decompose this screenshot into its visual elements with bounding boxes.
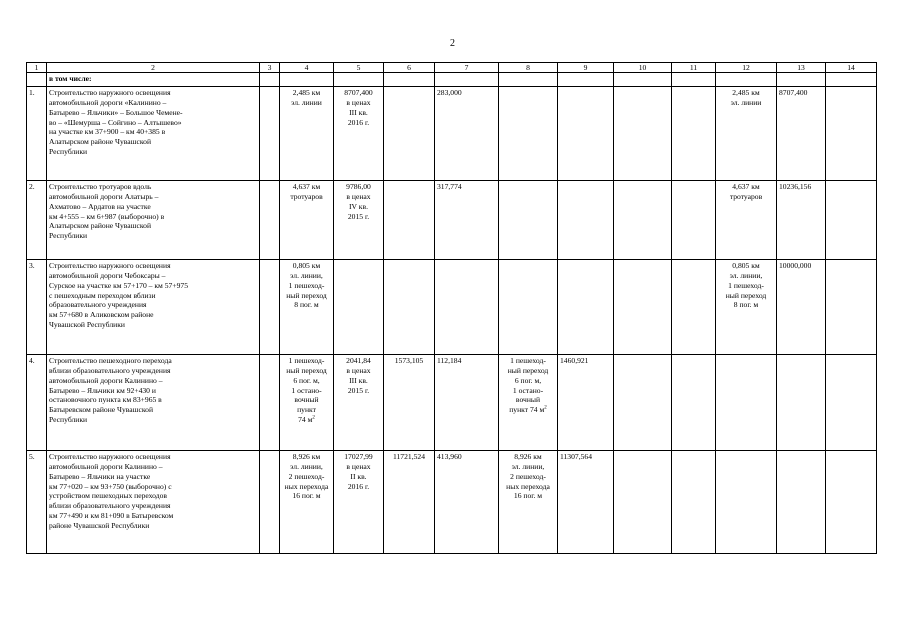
section-row xyxy=(27,73,877,87)
investment-table xyxy=(26,62,877,554)
table-cell xyxy=(260,87,280,181)
table-cell xyxy=(614,451,672,554)
capacity-cell xyxy=(716,451,777,554)
area-superscript: 2 xyxy=(544,405,547,411)
capacity-cell: 8,926 км эл. линии, 2 пешеход- ных перехода 16 пог. м xyxy=(499,451,558,554)
table-cell: 1573,105 xyxy=(384,355,435,451)
section-label: в том числе: xyxy=(47,73,260,87)
table-row xyxy=(27,87,877,181)
area-value: 74 м xyxy=(298,415,313,425)
table-cell xyxy=(826,260,877,355)
capacity-cell xyxy=(499,355,558,451)
table-cell xyxy=(435,260,499,355)
table-cell xyxy=(777,451,826,554)
cost-cell: 2041,84 в ценах III кв. 2015 г. xyxy=(334,355,384,451)
table-cell xyxy=(826,355,877,451)
table-cell xyxy=(614,260,672,355)
area-superscript: 2 xyxy=(312,415,315,421)
column-header: 9 xyxy=(558,63,614,73)
table-cell: 11307,564 xyxy=(558,451,614,554)
capacity-text: 1 пешеход- ный переход 6 пог. м, 1 остано- вочный пункт xyxy=(286,356,327,415)
table-cell: 10000,000 xyxy=(777,260,826,355)
table-row xyxy=(27,355,877,451)
page-number: 2 xyxy=(450,38,455,49)
capacity-cell: 2,485 км эл. линии xyxy=(280,87,334,181)
row-number: 2. xyxy=(27,181,47,260)
table-cell xyxy=(499,87,558,181)
table-row xyxy=(27,451,877,554)
object-name: Строительство пешеходного перехода вблизи образовательного учреждения автомобильной дороги Калинино – Батырево – Яльчики км 92+430 и остановочного пункта км 83+965 в Батыревском районе Чувашской Республики xyxy=(47,355,260,451)
table-cell xyxy=(260,73,280,87)
column-header: 10 xyxy=(614,63,672,73)
table-cell xyxy=(435,73,499,87)
table-cell xyxy=(672,181,716,260)
table-cell xyxy=(384,181,435,260)
table-cell: 10236,156 xyxy=(777,181,826,260)
column-header: 13 xyxy=(777,63,826,73)
table-cell xyxy=(260,451,280,554)
table-cell: 8707,400 xyxy=(777,87,826,181)
table-cell xyxy=(384,260,435,355)
table-row xyxy=(27,181,877,260)
table-row xyxy=(27,260,877,355)
table-cell xyxy=(826,181,877,260)
table-cell xyxy=(384,87,435,181)
object-name: Строительство наружного освещения автомобильной дороги «Калинино – Батырево – Яльчики» – Большое Чемене- во – «Шемурша – Сойгино – Алтышево» на участке км 37+900 – км 40+385 в Алатырском районе Чувашской Республики xyxy=(47,87,260,181)
table-cell xyxy=(27,73,47,87)
table-cell: 1460,921 xyxy=(558,355,614,451)
table-cell: 11721,524 xyxy=(384,451,435,554)
cost-cell: 9786,00 в ценах IV кв. 2015 г. xyxy=(334,181,384,260)
table-cell xyxy=(558,181,614,260)
cost-cell xyxy=(334,260,384,355)
table-cell: 112,184 xyxy=(435,355,499,451)
table-cell xyxy=(672,87,716,181)
table-cell xyxy=(280,73,334,87)
table-cell xyxy=(826,87,877,181)
column-header: 11 xyxy=(672,63,716,73)
table-cell xyxy=(826,451,877,554)
table-cell xyxy=(499,260,558,355)
table-cell: 317,774 xyxy=(435,181,499,260)
column-header: 7 xyxy=(435,63,499,73)
capacity-cell: 8,926 км эл. линии, 2 пешеход- ных перехода 16 пог. м xyxy=(280,451,334,554)
capacity-text: 1 пешеход- ный переход 6 пог. м, 1 остано- вочный xyxy=(507,356,549,405)
column-header: 2 xyxy=(47,63,260,73)
table-cell xyxy=(777,73,826,87)
table-cell xyxy=(672,260,716,355)
table-cell xyxy=(260,355,280,451)
column-header: 5 xyxy=(334,63,384,73)
capacity-cell: 4,637 км тротуаров xyxy=(716,181,777,260)
capacity-cell: 2,485 км эл. линии xyxy=(716,87,777,181)
table-cell xyxy=(672,73,716,87)
table-cell xyxy=(558,73,614,87)
column-header: 1 xyxy=(27,63,47,73)
capacity-cell xyxy=(716,355,777,451)
table-cell xyxy=(499,73,558,87)
column-header: 4 xyxy=(280,63,334,73)
table-cell xyxy=(614,73,672,87)
table-cell: 283,000 xyxy=(435,87,499,181)
table-cell xyxy=(672,451,716,554)
column-number-row xyxy=(27,63,877,73)
cost-cell: 8707,400 в ценах III кв. 2016 г. xyxy=(334,87,384,181)
table-cell xyxy=(334,73,384,87)
row-number: 3. xyxy=(27,260,47,355)
row-number: 4. xyxy=(27,355,47,451)
column-header: 8 xyxy=(499,63,558,73)
table-cell xyxy=(614,87,672,181)
table-cell xyxy=(614,355,672,451)
table-cell xyxy=(558,87,614,181)
table-cell xyxy=(614,181,672,260)
object-name: Строительство наружного освещения автомобильной дороги Чебоксары – Сурское на участке км 57+170 – км 57+975 с пешеходным переходом вблизи образовательного учреждения км 57+680 в Аликовском районе Чувашской Республики xyxy=(47,260,260,355)
column-header: 14 xyxy=(826,63,877,73)
table-cell xyxy=(260,181,280,260)
area-value: пункт 74 м xyxy=(509,405,545,415)
column-header: 3 xyxy=(260,63,280,73)
table-cell: 413,960 xyxy=(435,451,499,554)
table-cell xyxy=(672,355,716,451)
table-cell xyxy=(260,260,280,355)
capacity-cell: 0,805 км эл. линии, 1 пешеход- ный переход 8 пог. м xyxy=(280,260,334,355)
column-header: 6 xyxy=(384,63,435,73)
capacity-cell xyxy=(280,355,334,451)
table-cell xyxy=(558,260,614,355)
table-cell xyxy=(777,355,826,451)
table-cell xyxy=(499,181,558,260)
capacity-cell: 0,805 км эл. линии, 1 пешеход- ный переход 8 пог. м xyxy=(716,260,777,355)
table-cell xyxy=(384,73,435,87)
table-cell xyxy=(826,73,877,87)
object-name: Строительство тротуаров вдоль автомобильной дороги Алатырь – Ахматово – Ардатов на участке км 4+555 – км 6+987 (выборочно) в Алатырском районе Чувашской Республики xyxy=(47,181,260,260)
object-name: Строительство наружного освещения автомобильной дороги Калинино – Батырево – Яльчики на участке км 77+020 – км 93+750 (выборочно) с устройством пешеходных переходов вблизи образовательного учреждения км 77+490 и км 81+090 в Батыревском районе Чувашской Республики xyxy=(47,451,260,554)
column-header: 12 xyxy=(716,63,777,73)
capacity-cell: 4,637 км тротуаров xyxy=(280,181,334,260)
row-number: 1. xyxy=(27,87,47,181)
cost-cell: 17027,99 в ценах II кв. 2016 г. xyxy=(334,451,384,554)
table-cell xyxy=(716,73,777,87)
row-number: 5. xyxy=(27,451,47,554)
